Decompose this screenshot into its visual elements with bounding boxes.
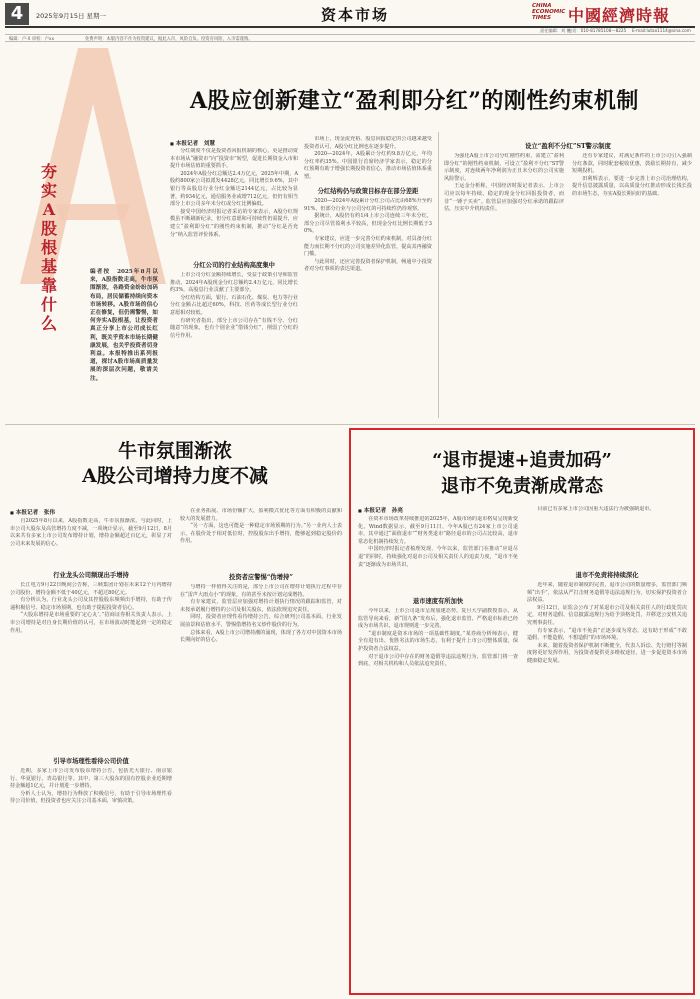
a3c2b-p4: 未来，随着投资者保护机制不断健全，代表人诉讼、先行赔付等制度将更好发挥作用，为投资者提供更多维权途径，进一步促进资本市场健康稳定发展。	[527, 642, 687, 664]
a2c1b-p3: “大股东增持是市场重要的‘定心丸’。”招商证券相关负责人表示，上市公司增持是对自身长期价值的认可，在市场波动时能起到一定的稳定作用。	[10, 612, 172, 634]
a1c2b-p2: 据统计，A股仍有约1/4上市公司连续三年未分红，部分公司尽管盈利水平较高，但现金分红比例长期低于30%。	[304, 213, 432, 235]
a2c1-p1: 自2025年8月以来，A股指数走高，牛市氛围渐浓。与此同时，上市公司大股东及高管增持力度不减，一项统计显示，截至9月12日，8月以来共有多家上市公司发布增持计划，增持金额超过百亿元，彰显了对公司未来发展的信心。	[10, 518, 172, 547]
a2c2b-p2: 有专家建议，监管层应加强对增持计划执行情况的跟踪和监管，对未按承诺履行增持的公司及相关股东，依法依规追究责任。	[180, 599, 342, 613]
info-phone: 电话：010-81785108—8225	[568, 28, 627, 33]
a2c1c-p1: 近期，多家上市公司发布股东增持公告，包括光大银行、南京银行、华夏银行、青岛银行等。其中，第三大股东的国有控股企业近期增持金额超1亿元，并计划进一步增持。	[10, 768, 172, 790]
article3-title-2: 退市不免责渐成常态	[441, 476, 603, 497]
a1c2b-p3: 专家建议，应进一步完善分红约束机制，对具备分红能力而长期不分红的公司实施差异化监管，提高其再融资门槛。	[304, 235, 432, 258]
masthead-en-2: ECONOMIC	[532, 9, 566, 15]
article2-col1	[10, 518, 172, 566]
article2-title-2: A股公司增持力度不减	[82, 465, 268, 487]
a2c2b-p1: 与增持一样值得关注的是，部分上市公司在增持计划执行过程中存在“雷声大雨点小”的现象，有的甚至未按计划完成增持。	[180, 584, 342, 598]
page-number: 4	[5, 3, 29, 25]
article1-subhead-3: 设立“盈利不分红”ST警示制度	[525, 143, 611, 150]
article2-col2	[180, 508, 342, 568]
article2-col1c	[10, 768, 172, 994]
article1-col1b	[170, 272, 298, 418]
a3c2b-p1: 近年来，随着退市制度的完善，退市公司的数量增多，监管部门频频“出手”，依法从严打击财务造假等违法违规行为，切实保护投资者合法权益。	[527, 582, 687, 604]
article2-byline: ■ 本报记者 张伟	[10, 508, 55, 516]
banner-editor: 编辑：卢·X 审校：卢xx	[9, 37, 55, 42]
banner-disclaimer: 免费声明：本版内容不作为投资建议，据此入市，风险自负。投资有风险，入市需谨慎。	[85, 37, 253, 42]
a1c1b-p2: 分红结构方面，银行、石油石化、煤炭、电力等行业分红金额占比超过60%，科技、医药等成长型行业分红意愿相对较低。	[170, 294, 298, 316]
section-title: 资本市场	[320, 6, 389, 24]
a3c1b-p2: “退市制度是资本市场的一项基础性制度。”某券商分析师表示，健全有进有出、优胜劣汰的市场生态，有利于提升上市公司整体质量，保护投资者合法权益。	[358, 630, 518, 652]
a3c2b-p2: 9月12日，证监会公布了对某退市公司及相关责任人的行政处罚决定，对财务造假、信息披露违规行为给予顶格处罚，并移送公安机关追究刑事责任。	[527, 604, 687, 626]
article3-subhead-1: 退市速度有所加快	[412, 598, 464, 605]
article1-subhead-1: 分红公司的行业结构高度集中	[193, 262, 275, 269]
a3c1b-p3: 对于退市公司中存在的财务造假等违法违规行为，监管部门将一查到底，对相关机构和人员依法追究责任。	[358, 653, 518, 668]
masthead-english	[532, 3, 565, 21]
info-email: E-mail:lutao1114@sina.com	[632, 28, 691, 33]
a2c1c-p2: 分析人士认为，增持行为释放了积极信号，有助于引导市场理性看待公司价值，但投资者也应关注公司基本面，审慎决策。	[10, 790, 172, 805]
side-title-text: 夯实A股根基靠什么	[40, 162, 57, 333]
editor-note: 编者按 2025年8月以来，A股指数走高，牛市氛围渐浓，各路资金纷纷加码布局，居民储蓄持续向资本市场转移。A股市场的信心正在修复，但仍需警惕，如何夯实A股根基，让投资者真正分享上市公司成长红利，既关乎资本市场长期健康发展，也关乎投资者切身利益。本报特推出系列报道，探讨A股市场高质量发展的深层次问题，敬请关注。	[90, 269, 158, 382]
a1c2-p2: 2020—2024年，A股累计分红约9.8万亿元，年均分红率约35%。中国银行首席经济学家表示，稳定的分红预期有助于增强长期投资者信心，推动市场估值体系重塑。	[304, 151, 432, 180]
a1c3-p1: 为强化A股上市公司分红刚性约束，需建立“盈利即分红”的刚性约束机制，可设立“盈利不分红”ST警示制度，对连续两年净利润为正且未分红的公司实施风险警示。	[444, 153, 564, 182]
divider-a1-3	[438, 132, 439, 418]
article1-col2	[304, 136, 432, 182]
a1c2-p1: 市场上，现金流充裕、股息回报稳定的公司越来越受投资者认可，A股分红比例也在逐步提升。	[304, 136, 432, 150]
masthead-en-1: CHINA	[532, 3, 552, 9]
a3c1b-p1: 今年以来，上市公司退市呈现加速态势。复旦大学副教授表示，从监管导向来看，新“国九条”发布后，强化退市监管、严格退市标准已经成为市场共识，退市规则进一步完善。	[358, 608, 518, 630]
issue-date: 2025年9月15日 星期一	[36, 12, 107, 20]
a1c2b-p4: 与此同时，还应完善投资者保护机制，畅通中小投资者对分红事项的表达渠道。	[304, 258, 432, 273]
a1c3-p2: 王运金分析称，中国经济时报记者表示，上市公司应以每年持续、稳定的现金分红回报投资者，而非“一锤子买卖”。监管层应加强对分红承诺的跟踪评估，压实中介机构责任。	[444, 183, 564, 213]
side-title	[38, 162, 60, 333]
a1c3-p3: 还有专家建议，对满足条件的上市公司引入强制分红条款，同时配套税收优惠，鼓励长期持有，减少短期投机。	[572, 153, 692, 175]
a2c2b-p4: 总体来看，A股上市公司增持潮的涌现，体现了各方对中国资本市场长期向好的信心。	[180, 629, 342, 644]
a2c2-p2: “另一方面，这也可能是一种稳定市场预期的行为。”另一业内人士表示，在股价处于相对低位时，控股股东出手增持，能够起到稳定股价的作用。	[180, 523, 342, 545]
a1c1-p1: 分红制度不仅是投资者回报机制的核心，更是推动资本市场从“融资市”向“投资市”转型，促进长期资金入市和提升市场估值的重要抓手。	[170, 148, 298, 170]
banner-strip	[5, 34, 695, 42]
a2c2b-p3: 同时，投资者应理性看待增持公告，综合研判公司基本面、行业发展前景和估值水平，警惕借增持名义炒作股价的行为。	[180, 614, 342, 628]
a3c1-p2: 中国经济时报记者梳理发现，今年以来，监管部门在推动“应退尽退”的同时，持续强化对退市公司及相关责任人的追责力度，“退市不免责”逐渐成为市场共识。	[358, 546, 518, 568]
divider-horizontal	[5, 424, 695, 425]
a1c2b-p1: 2020—2024年A股累计分红公司占比由68%升至约91%，但部分行业与公司分红的可持续性仍待观察。	[304, 198, 432, 212]
info-editor: 责任编辑：刘 艳	[540, 28, 571, 33]
a1c1b-p1: 上市公司分红金额持续增长，受益于政策引导和监管推动。2024年A股现金分红总额约2.4万亿元，同比增长约3%，高股息行业贡献了主要部分。	[170, 272, 298, 294]
a3c1-p1: 在资本市场改革持续推进的2025年，A股市场的退市格局呈现新变化。Wind数据显示，截至9月11日，今年A股已有24家上市公司退市，其中通过“面值退市”“财务类退市”路径退市的公司占比较高，退市常态化机制持续发力。	[358, 516, 518, 545]
a3c2-p1: 目前已有多家上市公司因重大违法行为被强制退市。	[537, 506, 655, 512]
masthead-logo: 中國經濟時報	[568, 6, 671, 25]
article3-col1	[358, 516, 518, 592]
article3-byline: ■ 本报记者 孙亮	[358, 506, 403, 514]
a2c1b-p1: 长江电力9月22日晚间公告称，三峡集团计划在未来12个月内增持公司股份，增持金额不低于40亿元，不超过80亿元。	[10, 582, 172, 596]
article3-col2b	[527, 582, 687, 990]
article2-subhead-3: 投资者应警惕“伪增持”	[229, 574, 293, 581]
article2-title-1: 牛市氛围渐浓	[117, 440, 232, 462]
article2-subhead-1: 行业龙头公司频现出手增持	[53, 572, 129, 579]
article1-col3	[444, 153, 692, 418]
article1-col2b	[304, 198, 432, 418]
article3-subhead-2: 退市不免责将持续深化	[575, 572, 639, 579]
article1-subhead-2: 分红结构仍与政策目标存在部分差距	[317, 188, 419, 195]
a1c1-p3: 接受中国经济时报记者采访的专家表示，A股分红规模虽不断刷新纪录，但分红意愿和可持续性仍需提升，应建立“盈利即分红”的刚性约束机制，推动“分红是否充分”纳入监管评价体系。	[170, 208, 298, 238]
article3-col2	[527, 506, 687, 566]
article3-title-1: “退市提速+追责加码”	[432, 450, 612, 471]
article2-subhead-2: 引导市场理性看待公司价值	[53, 758, 129, 765]
main-headline: A股应创新建立“盈利即分红”的刚性约束机制	[190, 88, 639, 114]
a1c3-p4: 田利辉表示，要进一步完善上市公司治理结构，提升信息披露质量，以高质量分红推动形成长钱长投的市场生态，夯实A股长期向好的基础。	[572, 175, 692, 197]
a3c2b-p3: 有专家表示，“退市不免责”正逐步成为常态，这有助于形成“不敢造假、不能造假、不想造假”的市场环境。	[527, 627, 687, 642]
a2c1b-p2: 有分析认为，行业龙头公司及其控股股东频频出手增持，有助于传递积极信号、稳定市场预期，也有助于提振投资者信心。	[10, 597, 172, 611]
article1-byline: ■ 本报记者 刘慧	[170, 139, 215, 147]
article2-col1b	[10, 582, 172, 752]
article3-col1b	[358, 608, 518, 990]
a1c1-p2: 2024年A股分红总额达2.4万亿元，2025年中期，A股约800家公司拟派发4428亿元，同比增长9.6%，其中银行等高股息行业分红金额达2144亿元，占比较为显著，约934亿元，通信服务业或增712亿元，但仍有相当部分上市公司多年未分红或分红比例偏低。	[170, 170, 298, 208]
article2-col2b	[180, 584, 342, 994]
a1c1b-p3: 有研究者指出，部分上市公司存在“有钱不分、分红随意”的现象，也有个别企业“借钱分红”，削弱了分红的信号作用。	[170, 317, 298, 339]
article1-col1	[170, 148, 298, 256]
a2c2-p1: 在业务拓展、市场份额扩大、盈利模式优化等方面有积极的贡献和较大的发展潜力。	[180, 508, 342, 522]
masthead-en-3: TIMES	[532, 15, 551, 21]
